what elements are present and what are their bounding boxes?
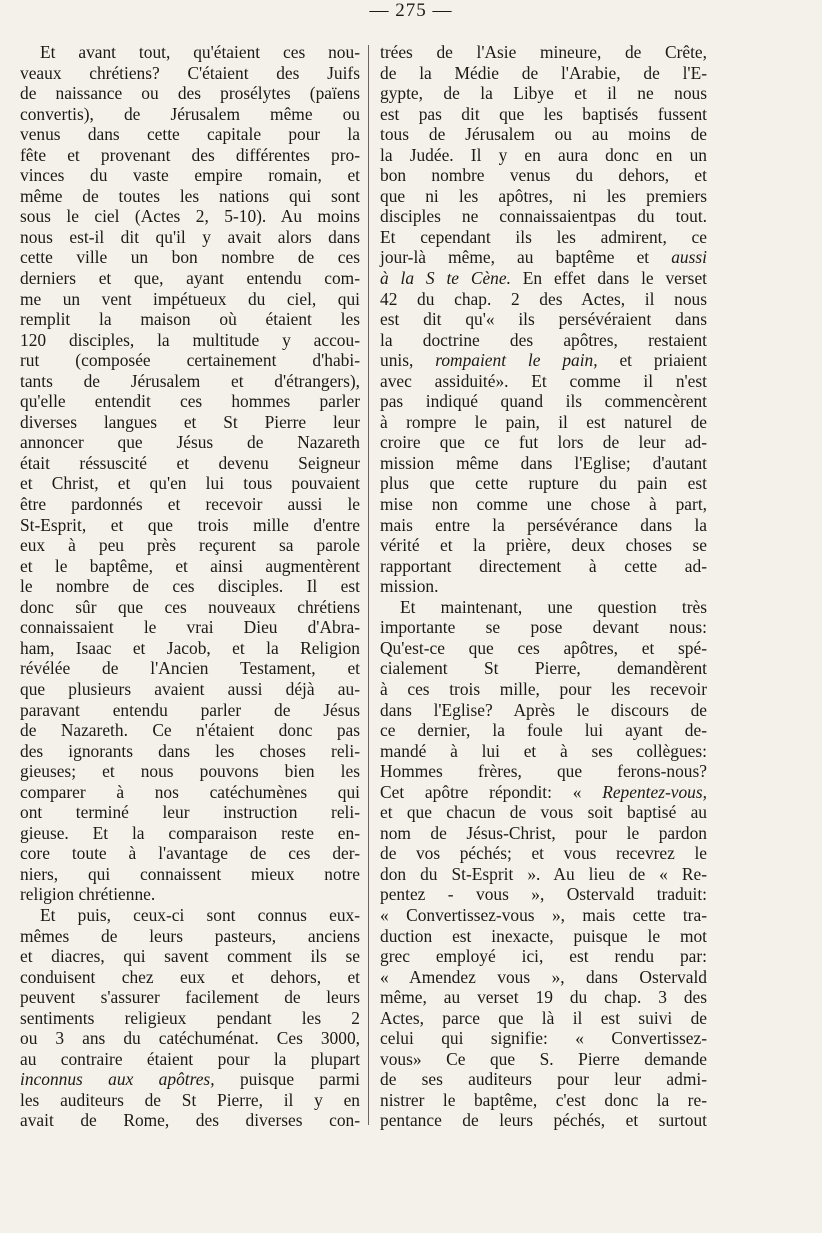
text-line: rut (composée certainement d'habi- — [20, 350, 360, 371]
text-line: même de toutes les nations qui sont — [20, 185, 360, 206]
text-line: core toute à l'avantage de ces der- — [20, 843, 360, 864]
text-line: nom de Jésus-Christ, pour le pardon — [380, 822, 707, 843]
text-line: de ses auditeurs pour leur admi- — [380, 1069, 707, 1090]
text-line: venus dans cette capitale pour la — [20, 124, 360, 145]
text-line: était réssuscité et devenu Seigneur — [20, 452, 360, 473]
left-text-column — [20, 42, 360, 1131]
text-line: au contraire étaient pour la plupart — [20, 1048, 360, 1069]
text-line: celui qui signifie: « Convertissez- — [380, 1028, 707, 1049]
text-line: bon nombre venus du dehors, et — [380, 165, 707, 186]
text-line: convertis), de Jérusalem même ou — [20, 103, 360, 124]
column-divider — [368, 45, 369, 1125]
text-line: mêmes de leurs pasteurs, anciens — [20, 925, 360, 946]
text-line: la doctrine des apôtres, restaient — [380, 329, 707, 350]
text-line: conduisent chez eux et dehors, et — [20, 966, 360, 987]
text-line: Et puis, ceux-ci sont connus eux- — [40, 904, 360, 925]
text-line: donc sûr que ces nouveaux chrétiens — [20, 596, 360, 617]
text-line: même, au verset 19 du chap. 3 des — [380, 987, 707, 1008]
text-line: tants de Jérusalem et d'étrangers), — [20, 370, 360, 391]
text-line: révélée de l'Ancien Testament, et — [20, 658, 360, 679]
text-line: la Judée. Il y en aura donc en un — [380, 144, 707, 165]
text-line: gypte, de la Libye et il ne nous — [380, 83, 707, 104]
text-line: avait de Rome, des diverses con- — [20, 1110, 360, 1131]
text-line: sentiments religieux pendant les 2 — [20, 1007, 360, 1028]
text-line: « Convertissez-vous », mais cette tra- — [380, 904, 707, 925]
text-line: de Nazareth. Ce n'étaient donc pas — [20, 720, 360, 741]
text-line: de naissance ou des prosélytes (païens — [20, 83, 360, 104]
text-line: gieuses; et nous pouvons bien les — [20, 761, 360, 782]
text-line: et Christ, et qu'en lui tous pouvaient — [20, 473, 360, 494]
text-line: 120 disciples, la multitude y accou- — [20, 329, 360, 350]
text-line: cialement St Pierre, demandèrent — [380, 658, 707, 679]
text-line: eux à peu près reçurent sa parole — [20, 535, 360, 556]
text-line: annoncer que Jésus de Nazareth — [20, 432, 360, 453]
text-line: importante se pose devant nous: — [380, 617, 707, 638]
text-line: avec assiduité». Et comme il n'est — [380, 370, 707, 391]
text-line: nous est-il dit qu'il y avait alors dans — [20, 226, 360, 247]
text-line: à ces trois mille, pour les recevoir — [380, 678, 707, 699]
text-line: qu'elle entendit ces hommes parler — [20, 391, 360, 412]
text-line: le nombre de ces disciples. Il est — [20, 576, 360, 597]
text-line: pentance de leurs péchés, et surtout — [380, 1110, 707, 1131]
text-line: Et avant tout, qu'étaient ces nou- — [40, 42, 360, 62]
text-line: que ni les apôtres, ni les premiers — [380, 185, 707, 206]
text-line: peuvent s'assurer facilement de leurs — [20, 987, 360, 1008]
text-line: pentez - vous », Ostervald traduit: — [380, 884, 707, 905]
text-line: disciples ne connaissaientpas du tout. — [380, 206, 707, 227]
text-line: Cet apôtre répondit: « Repentez-vous, — [380, 781, 707, 802]
text-line: et diacres, qui savent comment ils se — [20, 946, 360, 967]
text-line: duction est inexacte, puisque le mot — [380, 925, 707, 946]
text-line: dans l'Eglise? Après le discours de — [380, 699, 707, 720]
text-line: vérité et la prière, deux choses se — [380, 535, 707, 556]
text-line: St-Esprit, et que trois mille d'entre — [20, 514, 360, 535]
text-line: Et maintenant, une question très — [400, 596, 707, 617]
text-line: comparer à nos catéchumènes qui — [20, 781, 360, 802]
text-line: à la S te Cène. En effet dans le verset — [380, 268, 707, 289]
text-line: Actes, parce que là il est suivi de — [380, 1007, 707, 1028]
text-line: 42 du chap. 2 des Actes, il nous — [380, 288, 707, 309]
text-line: et le baptême, et ainsi augmentèrent — [20, 555, 360, 576]
text-line: mission même dans l'Eglise; d'autant — [380, 452, 707, 473]
text-line: mais entre la persévérance dans la — [380, 514, 707, 535]
text-line: nistrer le baptême, c'est donc la re- — [380, 1089, 707, 1110]
text-line: des ignorants dans les choses reli- — [20, 740, 360, 761]
text-line: Hommes frères, que ferons-nous? — [380, 761, 707, 782]
text-line: croire que ce fut lors de leur ad- — [380, 432, 707, 453]
text-line: les auditeurs de St Pierre, il y en — [20, 1089, 360, 1110]
text-line: me un vent impétueux du ciel, qui — [20, 288, 360, 309]
text-line: et que chacun de vous soit baptisé au — [380, 802, 707, 823]
text-line: cette ville un bon nombre de ces — [20, 247, 360, 268]
text-line: unis, rompaient le pain, et priaient — [380, 350, 707, 371]
text-line: de la Médie de l'Arabie, de l'E- — [380, 62, 707, 83]
text-line: rapportant directement à cette ad- — [380, 555, 707, 576]
text-line: Et cependant ils les admirent, ce — [380, 226, 707, 247]
text-line: « Amendez vous », dans Ostervald — [380, 966, 707, 987]
text-line: vinces du vaste empire romain, et — [20, 165, 360, 186]
text-line: de vos péchés; et vous recevrez le — [380, 843, 707, 864]
text-line: derniers et que, ayant entendu com- — [20, 268, 360, 289]
text-line: trées de l'Asie mineure, de Crête, — [380, 42, 707, 62]
text-line: inconnus aux apôtres, puisque parmi — [20, 1069, 360, 1090]
text-line: diverses langues et St Pierre leur — [20, 411, 360, 432]
text-line: paravant entendu parler de Jésus — [20, 699, 360, 720]
page-number: — 275 — — [369, 0, 453, 21]
text-line: mandé à lui et à ses collègues: — [380, 740, 707, 761]
text-line: gieuse. Et la comparaison reste en- — [20, 822, 360, 843]
text-line: grec employé ici, est rendu par: — [380, 946, 707, 967]
text-line: tous de Jérusalem ou au moins de — [380, 124, 707, 145]
text-line: que plusieurs avaient aussi déjà au- — [20, 678, 360, 699]
text-line: ou 3 ans du catéchuménat. Ces 3000, — [20, 1028, 360, 1049]
text-line: mise non comme une chose à part, — [380, 494, 707, 515]
text-line: est pas dit que les baptisés fussent — [380, 103, 707, 124]
right-text-column — [380, 42, 707, 1131]
text-line: don du St-Esprit ». Au lieu de « Re- — [380, 863, 707, 884]
text-line: à rompre le pain, il est naturel de — [380, 411, 707, 432]
text-line: sous le ciel (Actes 2, 5-10). Au moins — [20, 206, 360, 227]
text-line: Qu'est-ce que ces apôtres, et spé- — [380, 637, 707, 658]
text-line: est dit qu'« ils persévéraient dans — [380, 309, 707, 330]
text-line: remplit la maison où étaient les — [20, 309, 360, 330]
text-line: ont terminé leur instruction reli- — [20, 802, 360, 823]
text-line: niers, qui connaissent mieux notre — [20, 863, 360, 884]
text-line: mission. — [380, 576, 439, 597]
text-line: plus que cette rupture du pain est — [380, 473, 707, 494]
text-line: fête et provenant des différentes pro- — [20, 144, 360, 165]
text-line: vous» Ce que S. Pierre demande — [380, 1048, 707, 1069]
text-line: ce dernier, la foule lui ayant de- — [380, 720, 707, 741]
text-line: connaissaient le vrai Dieu d'Abra- — [20, 617, 360, 638]
text-line: pas indiqué quand ils commencèrent — [380, 391, 707, 412]
text-line: religion chrétienne. — [20, 884, 156, 905]
text-line: jour-là même, au baptême et aussi — [380, 247, 707, 268]
text-line: ham, Isaac et Jacob, et la Religion — [20, 637, 360, 658]
text-line: être pardonnés et recevoir aussi le — [20, 494, 360, 515]
text-line: veaux chrétiens? C'étaient des Juifs — [20, 62, 360, 83]
